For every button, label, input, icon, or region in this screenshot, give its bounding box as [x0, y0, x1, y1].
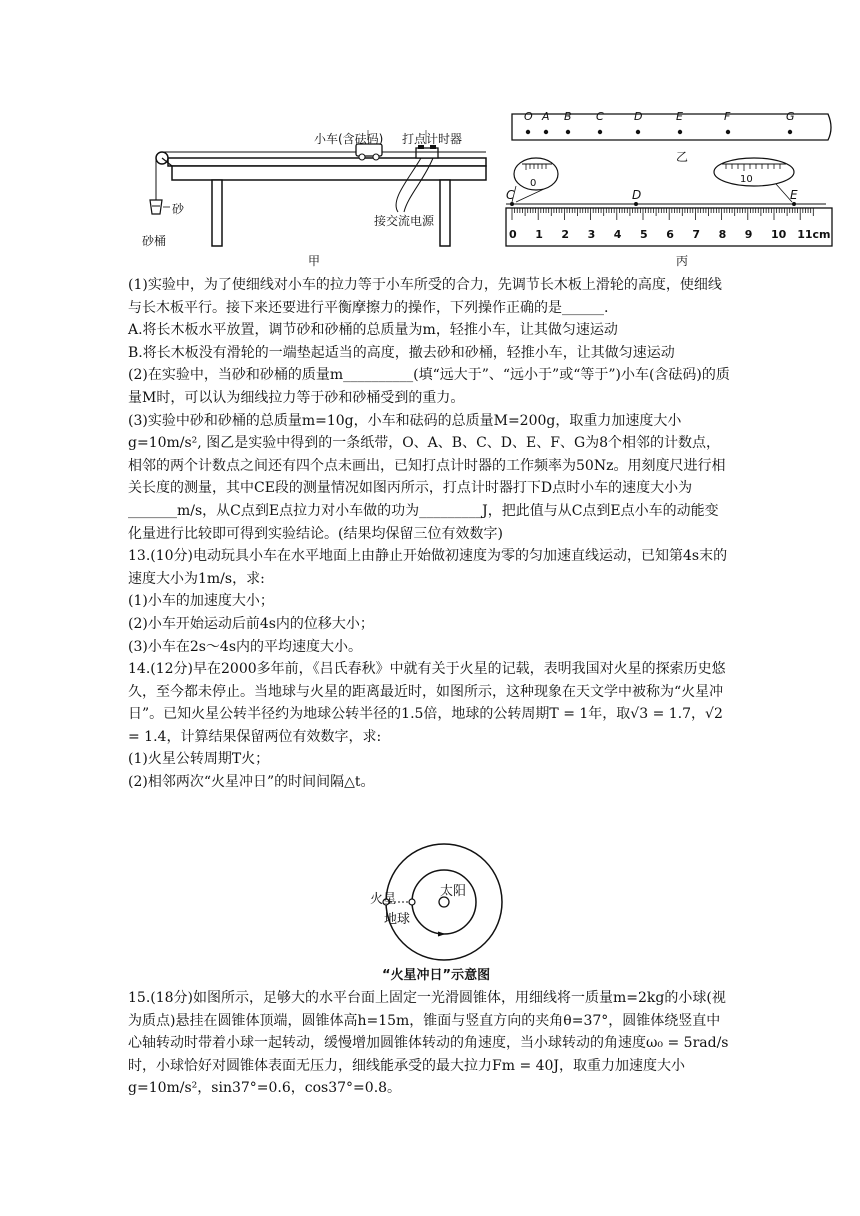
q14-sub2: (2)相邻两次“火星冲日”的时间间隔△t。: [128, 774, 375, 791]
tape-dot-d: [636, 130, 640, 134]
q14-stem: 14.(12分)早在2000多年前，《吕氏春秋》中就有关于火星的记载，表明我国对火星的探索历史悠久，至今都未停止。当地球与火星的距离最近时，如图所示，这种现象在天文学中被称为“火星冲日”。已知火星公转半径约为地球公转半径的1.5倍，地球的公转周期T = 1年，取√3 = 1.7，√2 = 1.4，计算结果保留两位有效数字，求:: [128, 661, 726, 745]
caption-jia: 甲: [308, 254, 321, 268]
tape-dot-a: [544, 130, 548, 134]
ruler-label-11: 11cm: [797, 228, 831, 241]
experiment-figures: [128, 100, 836, 268]
apparatus-drawing: [128, 100, 498, 268]
zoom-right-value: 10: [740, 174, 753, 185]
ruler-label-6: 6: [666, 228, 674, 241]
zoom-left-value: 0: [530, 178, 537, 189]
q13-sub3: (3)小车在2s～4s内的平均速度大小。: [128, 638, 363, 655]
question-15-text: [128, 987, 732, 1100]
tape-dot-o: [526, 130, 530, 134]
ruler-label-4: 4: [613, 228, 622, 241]
figure-jia: [128, 100, 498, 268]
tape-label-e: E: [676, 110, 683, 123]
ruler-label-8: 8: [718, 228, 727, 241]
ruler-point-c: C: [506, 188, 515, 202]
ruler-label-9: 9: [744, 228, 753, 241]
tape-dot-g: [788, 130, 792, 134]
label-power: 接交流电源: [374, 214, 435, 228]
label-bucket: 砂桶: [142, 234, 167, 248]
label-cart: 小车(含砝码): [314, 132, 384, 146]
tape-label-c: C: [596, 110, 604, 123]
q12-part2: (2)在实验中，当砂和砂桶的质量m__________(填“远大于”、“远小于”或“等于”)小车(含砝码)的质量M时，可以认为细线拉力等于砂和砂桶受到的重力。: [128, 367, 730, 406]
tape-dot-b: [566, 130, 570, 134]
tape-label-a: A: [542, 110, 550, 123]
q12-option-b: B.将长木板没有滑轮的一端垫起适当的高度，撤去砂和砂桶，轻推小车，让其做匀速运动: [128, 344, 675, 361]
tape-dot-e: [678, 130, 682, 134]
tape-dot-f: [726, 130, 730, 134]
q15-stem: 15.(18分)如图所示，足够大的水平台面上固定一光滑圆锥体，用细线将一质量m=2kg的小球(视为质点)悬挂在圆锥体顶端，圆锥体高h=15m，锥面与竖直方向的夹角θ=37°，圆锥体绕竖直中心轴转动时带着小球一起转动，缓慢增加圆锥体转动的角速度，当小球转动的角速度ω₀ = 5rad/s时，小球恰好对圆锥体表面无压力，细线能承受的最大拉力Fm = 40J，取重力加速度大小g=10m/s²，sin37°=0.6，cos37°=0.8。: [128, 990, 729, 1097]
label-sun: 太阳: [440, 884, 467, 899]
tape-dot-c: [598, 130, 602, 134]
q14-sub1: (1)火星公转周期T火；: [128, 751, 270, 768]
ruler-label-10: 10: [771, 228, 787, 241]
caption-bing: 丙: [676, 254, 689, 268]
ruler-label-5: 5: [640, 228, 648, 241]
tape-label-d: D: [634, 110, 643, 123]
figure-mars-opposition: [372, 842, 522, 984]
label-timer: 打点计时器: [402, 132, 463, 146]
ruler-point-d: D: [632, 188, 642, 202]
label-sand: 砂: [172, 202, 185, 216]
q12-part3: (3)实验中砂和砂桶的总质量m=10g，小车和砝码的总质量M=200g，取重力加速度大小g=10m/s², 图乙是实验中得到的一条纸带，O、A、B、C、D、E、F、G为8个相邻的计数点，相邻的两个计数点之间还有四个点未画出，已知打点计时器的工作频率为50Nz。用刻度尺进行相关长度的测量，其中CE段的测量情况如图丙所示，打点计时器打下D点时小车的速度大小为_______m/s，从C点到E点拉力对小车做的功为_________J，把此值与从C点到E点小车的动能变化量进行比较即可得到实验结论。(结果均保留三位有效数字): [128, 412, 726, 542]
ruler-label-3: 3: [587, 228, 596, 241]
tape-label-b: B: [564, 110, 572, 123]
tape-label-f: F: [724, 110, 731, 123]
q13-stem: 13.(10分)电动玩具小车在水平地面上由静止开始做初速度为零的匀加速直线运动，已知第4s末的速度大小为1m/s，求:: [128, 548, 728, 587]
caption-yi: 乙: [676, 150, 689, 164]
q12-option-a: A.将长木板水平放置，调节砂和砂桶的总质量为m，轻推小车，让其做匀速运动: [128, 322, 618, 339]
label-mars: 火星: [370, 892, 397, 907]
figure-bing: [504, 156, 836, 268]
tape-label-g: G: [786, 110, 795, 123]
label-earth: 地球: [384, 912, 411, 927]
q13-sub1: (1)小车的加速度大小；: [128, 593, 274, 610]
ruler-label-2: 2: [561, 228, 570, 241]
ruler-label-1: 1: [535, 228, 543, 241]
orbit-caption: “火星冲日”示意图: [382, 968, 491, 983]
question-12-text: [128, 274, 732, 794]
q13-sub2: (2)小车开始运动后前4s内的位移大小；: [128, 615, 374, 632]
ruler-label-7: 7: [692, 228, 701, 241]
tape-label-o: O: [524, 110, 533, 123]
q12-part1: (1)实验中，为了使细线对小车的拉力等于小车所受的合力，先调节长木板上滑轮的高度，使细线与长木板平行。接下来还要进行平衡摩擦力的操作，下列操作正确的是______.: [128, 277, 722, 316]
ruler-point-e: E: [790, 188, 798, 202]
ruler-label-0: 0: [509, 228, 517, 241]
